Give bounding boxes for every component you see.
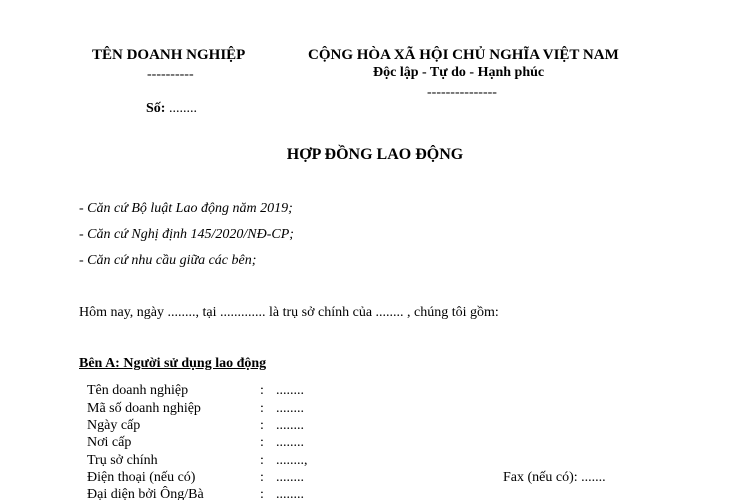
field-colon: : [260, 383, 264, 398]
field-colon: : [260, 470, 264, 485]
field-label: Đại diện bởi Ông/Bà [87, 487, 204, 500]
field-value: ........, [276, 453, 308, 468]
field-label: Mã số doanh nghiệp [87, 401, 201, 416]
field-label: Tên doanh nghiệp [87, 383, 189, 398]
intro-paragraph: Hôm nay, ngày ........, tại ............. là trụ sở chính của ........ , chúng tôi gồm: [79, 305, 499, 320]
party-a-field-row [0, 453, 750, 471]
party-a-field-row [0, 435, 750, 453]
national-title: CỘNG HÒA XÃ HỘI CHỦ NGHĨA VIỆT NAM [308, 47, 619, 63]
field-colon: : [260, 487, 264, 500]
document-number [146, 101, 197, 117]
field-label: Ngày cấp [87, 418, 141, 433]
national-divider: --------------- [427, 85, 497, 100]
legal-basis-item: - Căn cứ nhu cầu giữa các bên; [79, 253, 257, 268]
party-a-heading: Bên A: Người sử dụng lao động [79, 356, 267, 371]
party-a-field-row [0, 487, 750, 500]
legal-basis-item: - Căn cứ Nghị định 145/2020/NĐ-CP; [79, 227, 294, 242]
field-label: Điện thoại (nếu có) [87, 470, 196, 485]
party-a-field-row [0, 418, 750, 436]
document-number-value: ........ [165, 101, 197, 116]
company-name: TÊN DOANH NGHIỆP [92, 47, 246, 63]
document-title: HỢP ĐỒNG LAO ĐỘNG [286, 146, 464, 163]
fax-field: Fax (nếu có): ....... [503, 470, 606, 485]
company-divider: ---------- [147, 67, 194, 82]
party-a-field-row [0, 401, 750, 419]
field-value: ........ [276, 418, 304, 433]
field-colon: : [260, 453, 264, 468]
field-value: ........ [276, 487, 304, 500]
party-a-field-row [0, 383, 750, 401]
field-colon: : [260, 418, 264, 433]
document-number-label: Số: [146, 101, 166, 116]
field-colon: : [260, 435, 264, 450]
field-label: Nơi cấp [87, 435, 132, 450]
field-colon: : [260, 401, 264, 416]
legal-basis-item: - Căn cứ Bộ luật Lao động năm 2019; [79, 201, 293, 216]
field-value: ........ [276, 435, 304, 450]
party-a-field-row [0, 470, 750, 488]
field-value: ........ [276, 383, 304, 398]
field-value: ........ [276, 470, 304, 485]
national-motto: Độc lập - Tự do - Hạnh phúc [373, 65, 545, 80]
field-label: Trụ sở chính [87, 453, 158, 468]
field-value: ........ [276, 401, 304, 416]
